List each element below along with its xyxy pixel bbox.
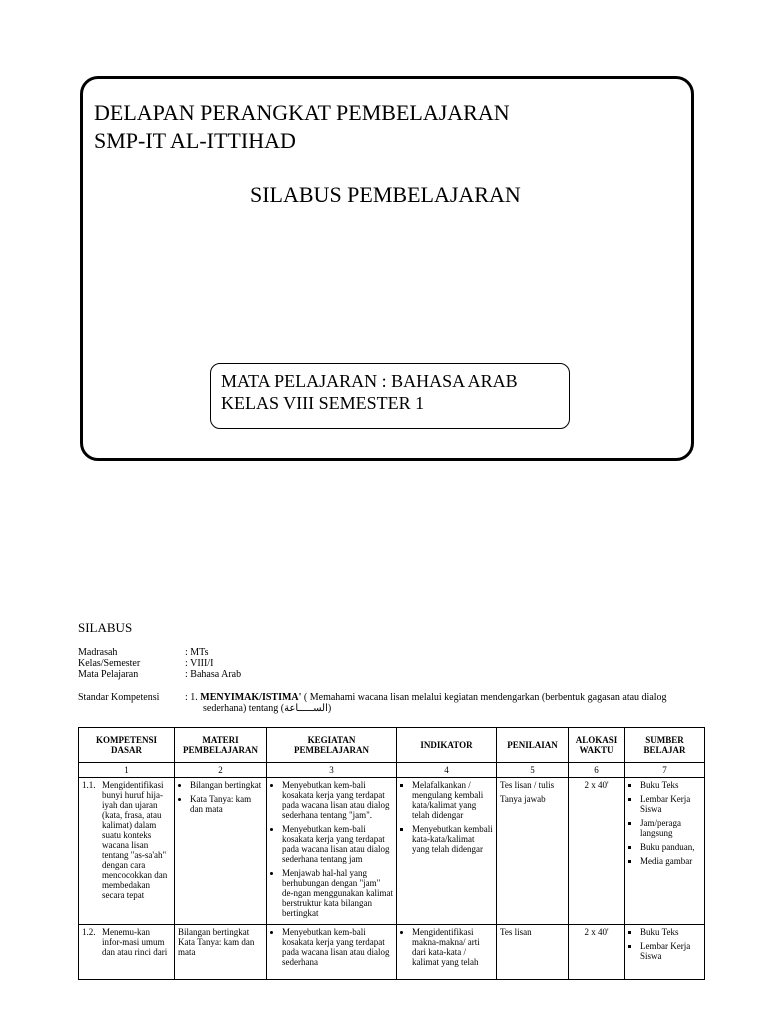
list-item: • Menyebutkan kem-bali kosakata kerja yang terdapat pada wacana lisan atau dialog sederhana <box>282 927 393 967</box>
indikator-cell <box>397 925 497 980</box>
meta-value: : MTs <box>185 647 209 658</box>
list-item: ▪ Media gambar <box>640 856 701 866</box>
list-item: • Kata Tanya: kam dan mata <box>190 794 263 814</box>
subject-box <box>210 363 570 429</box>
penilaian-cell <box>497 778 569 925</box>
kompetensi-cell <box>79 925 175 980</box>
sk-text: ( Memahami wacana lisan melalui kegiatan mendengarkan (berbentuk gagasan atau dialog <box>301 692 667 703</box>
list-item: ▪ Lembar Kerja Siswa <box>640 941 701 961</box>
header-materi: MATERI PEMBELAJARAN <box>175 728 267 763</box>
meta-label: Mata Pelajaran <box>78 669 139 680</box>
column-number: 6 <box>569 763 625 778</box>
table-row <box>79 778 705 925</box>
cover-heading-line1: DELAPAN PERANGKAT PEMBELAJARAN <box>94 100 510 125</box>
list-item: ▪ Buku Teks <box>640 927 701 937</box>
kd-number: 1.1. <box>82 780 96 790</box>
table-row <box>79 925 705 980</box>
sk-label: Standar Kompetensi <box>78 692 160 703</box>
penilaian-item: Tes lisan / tulis <box>500 780 555 790</box>
list-item: ▪ Melafalkankan / mengulang kembali kata/kalimat yang telah didengar <box>412 780 493 820</box>
class-label: KELAS VIII SEMESTER 1 <box>221 393 425 413</box>
silabus-heading: SILABUS <box>78 620 133 635</box>
column-number: 2 <box>175 763 267 778</box>
header-sumber: SUMBER BELAJAR <box>625 728 705 763</box>
materi-cell: Bilangan bertingkat Kata Tanya: kam dan mata <box>175 925 267 980</box>
kompetensi-cell <box>79 778 175 925</box>
list-item: ▪ Buku Teks <box>640 780 701 790</box>
list-item: ▪ Buku panduan, <box>640 842 701 852</box>
kd-text: Mengidentifikasi bunyi huruf hija-iyah dan ujaran (kata, frasa, atau kalimat) dalam suatu konteks wacana lisan tentang "as-sa'ah" dengan cara mencocokkan dan membedakan secara tepat <box>102 780 168 900</box>
indikator-cell <box>397 778 497 925</box>
header-indikator: INDIKATOR <box>397 728 497 763</box>
sk-bold: MENYIMAK/ISTIMA' <box>200 692 302 703</box>
penilaian-cell <box>497 925 569 980</box>
meta-label: Madrasah <box>78 647 118 658</box>
kegiatan-cell <box>267 778 397 925</box>
sumber-cell <box>625 778 705 925</box>
list-item: • Bilangan bertingkat <box>190 780 263 790</box>
list-item: • Mengidentifikasi makna-makna/ arti dari kata-kata / kalimat yang telah <box>412 927 493 967</box>
alokasi-cell: 2 x 40' <box>569 925 625 980</box>
list-item: ▪ Jam/peraga langsung <box>640 818 701 838</box>
header-alokasi: ALOKASI WAKTU <box>569 728 625 763</box>
column-number: 4 <box>397 763 497 778</box>
kegiatan-cell <box>267 925 397 980</box>
meta-label: Kelas/Semester <box>78 658 141 669</box>
column-number-row <box>79 763 705 778</box>
alokasi-cell: 2 x 40' <box>569 778 625 925</box>
kd-number: 1.2. <box>82 927 96 937</box>
meta-value: : Bahasa Arab <box>185 669 242 680</box>
meta-value: : VIII/I <box>185 658 214 669</box>
sumber-cell <box>625 925 705 980</box>
column-number: 1 <box>79 763 175 778</box>
header-penilaian: PENILAIAN <box>497 728 569 763</box>
sk-text-line2: sederhana) tentang (الســـــاعة) <box>203 703 332 714</box>
list-item: • Menyebutkan kem-bali kosakata kerja yang terdapat pada wacana lisan atau dialog sederhana tentang "jam". <box>282 780 393 820</box>
cover-title: SILABUS PEMBELAJARAN <box>250 182 521 207</box>
list-item: • Menjawab hal-hal yang berhubungan dengan "jam" de-ngan menggunakan kalimat berstruktur kata bilangan bertingkat <box>282 868 393 918</box>
sk-value <box>185 692 705 703</box>
kd-text: Menemu-kan infor-masi umum dan atau rinci dari <box>102 927 168 957</box>
list-item: ▪ Lembar Kerja Siswa <box>640 794 701 814</box>
table-header-row <box>79 728 705 763</box>
list-item: ▪ Menyebutkan kembali kata-kata/kalimat yang telah didengar <box>412 824 493 854</box>
penilaian-item: Tes lisan <box>500 927 532 937</box>
penilaian-item: Tanya jawab <box>500 794 546 804</box>
materi-cell <box>175 778 267 925</box>
list-item: • Menyebutkan kem-bali kosakata kerja yang terdapat pada wacana lisan atau dialog sederhana tentang jam <box>282 824 393 864</box>
sk-prefix: : 1. <box>185 692 201 703</box>
silabus-table <box>78 727 705 980</box>
header-kompetensi: KOMPETENSI DASAR <box>79 728 175 763</box>
column-number: 7 <box>625 763 705 778</box>
subject-label: MATA PELAJARAN : BAHASA ARAB <box>221 371 518 391</box>
column-number: 5 <box>497 763 569 778</box>
column-number: 3 <box>267 763 397 778</box>
header-kegiatan: KEGIATAN PEMBELAJARAN <box>267 728 397 763</box>
cover-heading-line2: SMP-IT AL-ITTIHAD <box>94 128 296 153</box>
